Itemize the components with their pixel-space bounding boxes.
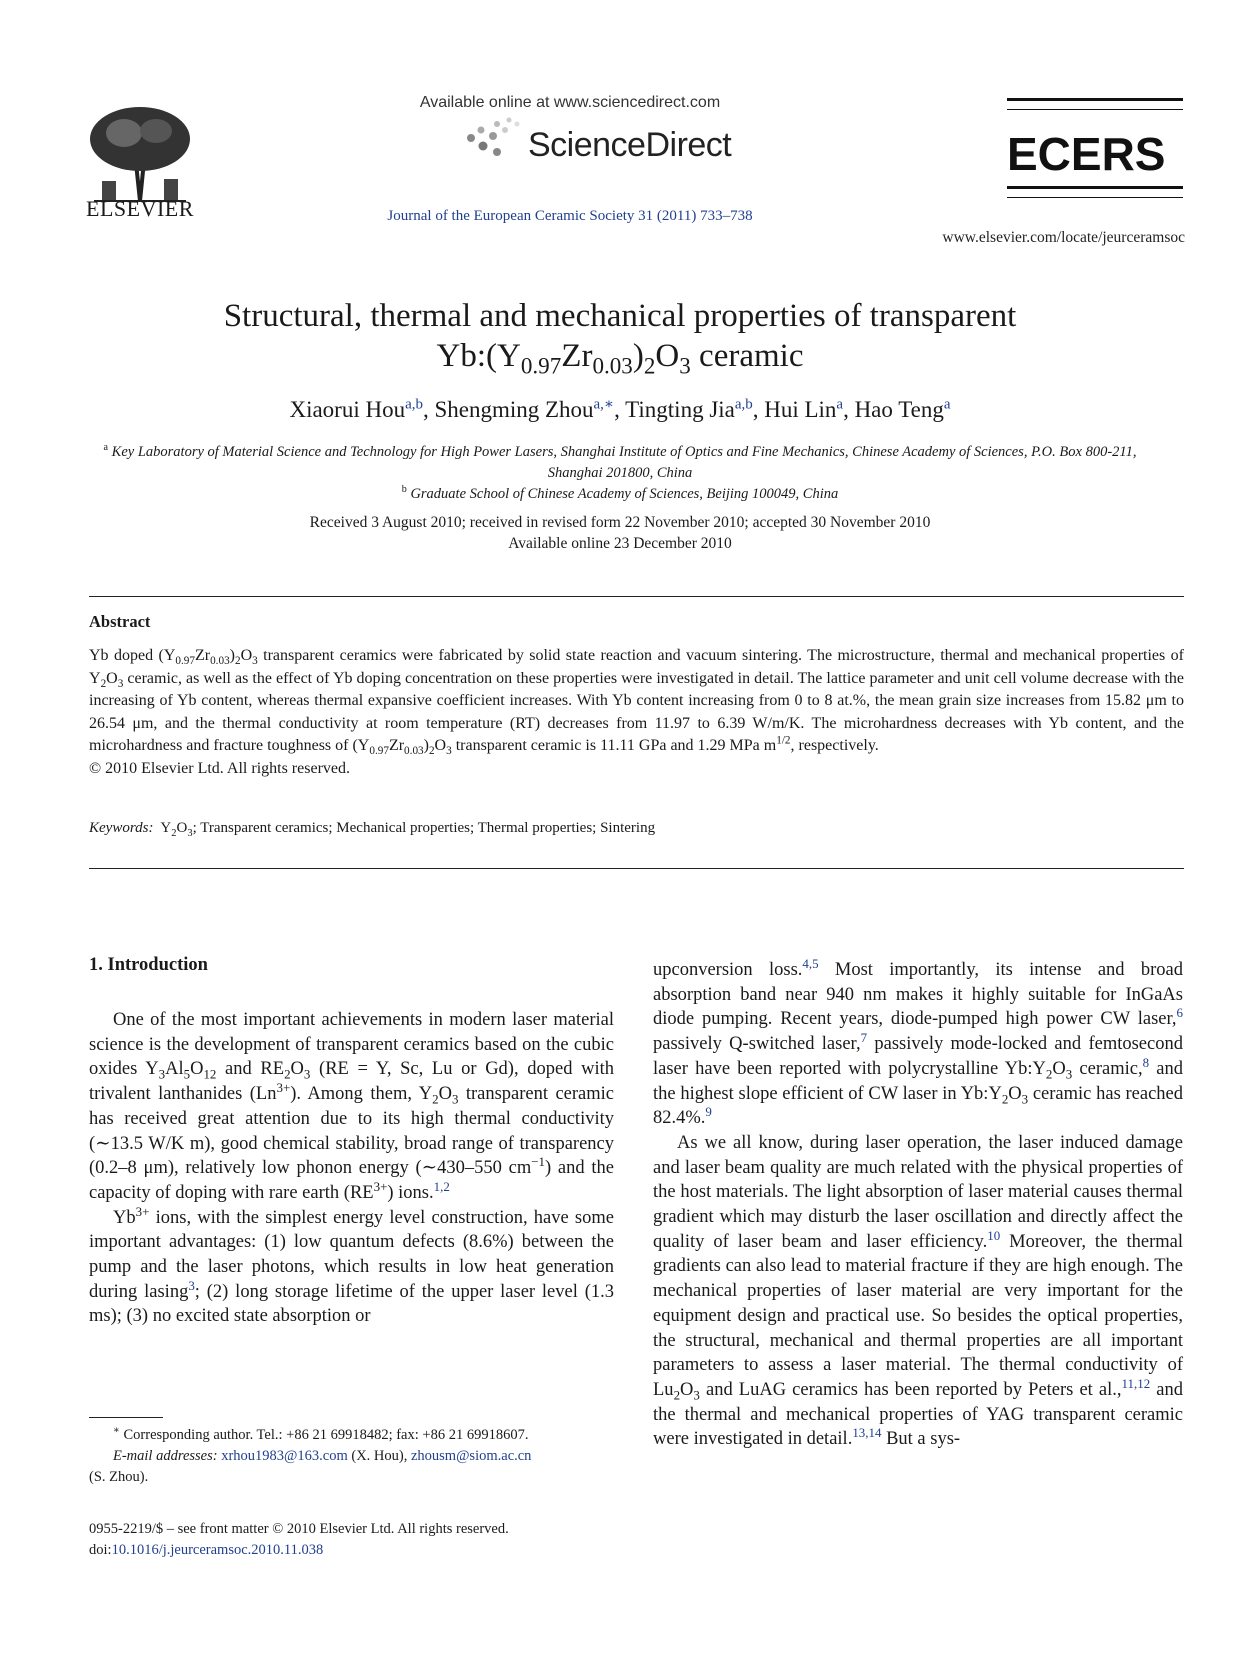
intro-paragraph-1: One of the most important achievements in modern laser material science is the development of transparent ceramics based on the cubic oxides $Y_3Al_5O_{12}$ and $RE_2O_3$ (RE = Y, Sc, Lu or Gd), doped with trivalent lanthanides $(Ln^{3+})$. Among them, $Y_2O_3$ transparent ceramic has received great attention due to its high thermal conductivity (∼13.5 W/K m), good chemical stability, broad range of transparency (0.2–8 μm), relatively low phonon energy (∼430–550 $cm^{-1}$) and the capacity of doping with rare earth $(RE^{3+})$ ions.$^{1,2}$	[89, 1010, 615, 1203]
corresponding-author-line: Corresponding author. Tel.: +86 21 69918482; fax: +86 21 69918607.	[123, 1427, 529, 1443]
affiliation-b: Graduate School of Chinese Academy of Sciences, Beijing 100049, China	[410, 486, 839, 502]
article-title	[100, 296, 1140, 379]
article-history	[100, 512, 1140, 554]
author-name: Hui Lin	[764, 397, 837, 422]
footnote-corresponding: ∗ Corresponding author. Tel.: +86 21 69918482; fax: +86 21 69918607. E-mail addresses: xrhou1983@163.com (X. Hou), zhousm@siom.ac.cn (S. Zhou).	[89, 1425, 532, 1485]
journal-citation-link[interactable]: Journal of the European Ceramic Society 31 (2011) 733–738	[387, 208, 753, 224]
abstract-copyright: © 2010 Elsevier Ltd. All rights reserved.	[89, 759, 350, 777]
ecers-society-logo	[1007, 128, 1183, 178]
divider-top	[89, 596, 1184, 597]
ecers-logo-text: ECERS	[1007, 128, 1166, 178]
body-column-left	[89, 1008, 614, 1329]
author-affiliation-mark[interactable]: a,b	[734, 396, 753, 413]
sciencedirect-wordmark[interactable]: ScienceDirect	[528, 126, 732, 164]
doi-line: doi:10.1016/j.jeurceramsoc.2010.11.038	[89, 1542, 324, 1558]
body-column-right	[653, 955, 1184, 1452]
front-matter	[89, 1519, 614, 1561]
author-affiliation-mark[interactable]: a	[943, 396, 951, 413]
author-name: Shengming Zhou	[434, 397, 594, 422]
keywords-list: Transparent ceramics; Mechanical properties; Thermal properties; Sintering	[200, 820, 656, 836]
abstract-heading: Abstract	[89, 612, 151, 631]
intro-paragraph-3: As we all know, during laser operation, the laser induced damage and laser beam quality are much related with the physical properties of the host materials. The light absorption of laser material causes thermal gradient which may disturb the laser oscillation and directly affect the quality of laser beam and laser efficiency.$^{10}$ Moreover, the thermal gradients can also lead to material fracture if they are high enough. The mechanical properties of laser material are very important for the equipment design and practical use. So besides the optical properties, the structural, mechanical and thermal properties are all important parameters to assess a laser material. The thermal conductivity of $Lu_2O_3$ and LuAG ceramics has been reported by Peters et al.,$^{11,12}$ and the thermal and mechanical properties of YAG transparent ceramic were investigated in detail.$^{13,14}$ But a sys-	[653, 1132, 1183, 1450]
author-name: Tingting Jia	[625, 397, 735, 422]
intro-paragraph-2: $Yb^{3+}$ ions, with the simplest energy level construction, have some important advantages: (1) low quantum defects (8.6%) between the pump and the laser photons, which results in low heat generation during lasing$^3$; (2) long storage lifetime of the upper laser level (1.3 ms); (3) no excited state absorption or	[89, 1203, 614, 1327]
keywords-label: Keywords:	[89, 820, 154, 836]
email-link-zhou[interactable]: zhousm@siom.ac.cn	[410, 1448, 532, 1464]
title-line1: Structural, thermal and mechanical properties of transparent	[223, 298, 1017, 334]
available-date: Available online 23 December 2010	[508, 535, 732, 552]
author-list: Xiaorui Hou$^{a,b}$, Shengming Zhou$^{a,∗}$, Tingting Jia$^{a,b}$, Hui Lin$^a$, Hao Teng$^a$	[289, 396, 951, 422]
footnote-rule	[89, 1417, 163, 1418]
author-name: Hao Teng	[854, 397, 944, 422]
ecers-rule-bottom	[1007, 186, 1183, 198]
divider-bottom	[89, 868, 1184, 869]
email-link-hou[interactable]: xrhou1983@163.com	[221, 1448, 348, 1464]
available-online-text[interactable]: Available online at www.sciencedirect.com	[419, 94, 721, 111]
intro-paragraph-2-cont: upconversion loss.$^{4,5}$ Most importantly, its intense and broad absorption band near 940 nm makes it highly suitable for InGaAs diode pumping. Recent years, diode-pumped high power CW laser,$^6$ passively Q-switched laser,$^7$ passively mode-locked and femtosecond laser have been reported with polycrystalline $Yb:Y_2O_3$ ceramic,$^8$ and the highest slope efficient of CW laser in $Yb:Y_2O_3$ ceramic has reached 82.4%.$^9$	[653, 955, 1184, 1129]
issn-line: 0955-2219/$ – see front matter © 2010 Elsevier Ltd. All rights reserved.	[89, 1521, 509, 1537]
affiliation-a: Key Laboratory of Material Science and Technology for High Power Lasers, Shanghai Institute of Optics and Fine Mechanics, Chinese Academy of Sciences, P.O. Box 800-211, Shanghai 201800, China	[111, 444, 1137, 481]
journal-url[interactable]: www.elsevier.com/locate/jeurceramsoc	[942, 229, 1185, 246]
sciencedirect-dots-icon	[463, 116, 523, 162]
keywords-line: Keywords: $Y_2O_3$; Transparent ceramics; Mechanical properties; Thermal properties; Sintering	[89, 820, 656, 839]
author-affiliation-mark[interactable]: a,∗	[593, 396, 615, 413]
affiliations: $^a$ Key Laboratory of Material Science and Technology for High Power Lasers, Shanghai Institute of Optics and Fine Mechanics, Chinese Academy of Sciences, P.O. Box 800-211, Shanghai 201800, China $^b$ Graduate School of Chinese Academy of Sciences, Beijing 100049, China	[103, 442, 1137, 502]
publisher-name: ELSEVIER	[86, 196, 194, 221]
title-line2: $Yb:(Y_{0.97}Zr_{0.03})_2O_3$ ceramic	[436, 338, 804, 379]
author-affiliation-mark[interactable]: a,b	[405, 396, 423, 413]
section-heading-introduction: 1. Introduction	[89, 955, 208, 975]
received-dates: Received 3 August 2010; received in revised form 22 November 2010; accepted 30 November 2010	[309, 514, 931, 531]
author-name: Xiaorui Hou	[289, 397, 406, 422]
ecers-rule-top	[1007, 98, 1183, 110]
abstract-body: Yb doped $(Y_{0.97}Zr_{0.03})_2O_3$ transparent ceramics were fabricated by solid state reaction and vacuum sintering. The microstructure, thermal and mechanical properties of $Y_2O_3$ ceramic, as well as the effect of Yb doping concentration on these properties were investigated in detail. The lattice parameter and unit cell volume decrease with the increasing of Yb content, whereas thermal expansive coefficient increases. With Yb content increasing from 0 to 8 at.%, the mean grain size increases from 15.82 μm to 26.54 μm, and the thermal conductivity at room temperature (RT) decreases from 11.97 to 6.39 W/m/K. The microhardness decreases with Yb content, and the microhardness and fracture toughness of $(Y_{0.97}Zr_{0.03})_2O_3$ transparent ceramic is 11.11 GPa and 1.29 MPa $m^{1/2}$, respectively. © 2010 Elsevier Ltd. All rights reserved.	[89, 647, 1184, 777]
doi-link[interactable]: 10.1016/j.jeurceramsoc.2010.11.038	[111, 1542, 324, 1558]
author-affiliation-mark[interactable]: a	[836, 396, 844, 413]
